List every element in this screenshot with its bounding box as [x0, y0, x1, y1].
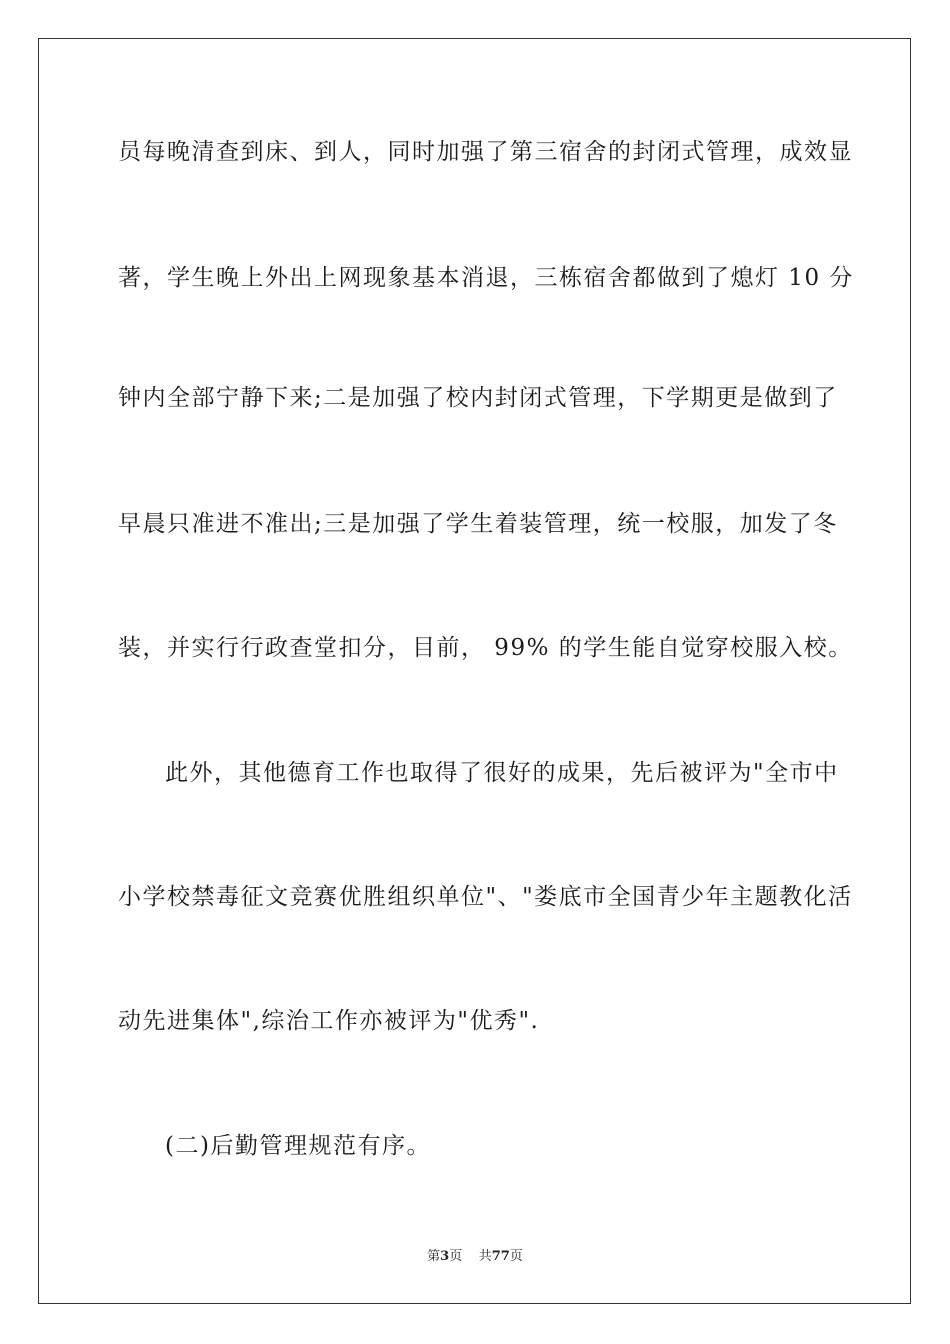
page-border: [38, 38, 911, 1304]
footer-total-suffix: 页: [509, 1249, 523, 1264]
footer-total-prefix: 共: [478, 1249, 492, 1264]
body-line-3: 钟内全部宁静下来;二是加强了校内封闭式管理，下学期更是做到了: [118, 385, 838, 411]
body-line-6: 此外，其他德育工作也取得了很好的成果，先后被评为"全市中: [165, 760, 839, 786]
footer-page-suffix: 页: [449, 1249, 463, 1264]
body-line-1: 员每晚清查到床、到人，同时加强了第三宿舍的封闭式管理，成效显: [118, 139, 853, 165]
footer-page-prefix: 第: [427, 1249, 441, 1264]
footer-page-number: 3: [440, 1249, 450, 1264]
body-line-5: 装，并实行行政查堂扣分，目前， 99% 的学生能自觉穿校服入校。: [118, 635, 853, 661]
section-heading: (二)后勤管理规范有序。: [165, 1133, 431, 1159]
body-line-2: 著，学生晚上外出上网现象基本消退，三栋宿舍都做到了熄灯 10 分: [118, 265, 854, 291]
body-line-4: 早晨只准进不准出;三是加强了学生着装管理，统一校服，加发了冬: [118, 511, 838, 537]
body-line-8: 动先进集体",综治工作亦被评为"优秀".: [118, 1008, 540, 1034]
page-footer: [0, 1248, 950, 1266]
body-line-7: 小学校禁毒征文竞赛优胜组织单位"、"娄底市全国青少年主题教化活: [118, 884, 853, 910]
footer-total-number: 77: [491, 1249, 510, 1264]
